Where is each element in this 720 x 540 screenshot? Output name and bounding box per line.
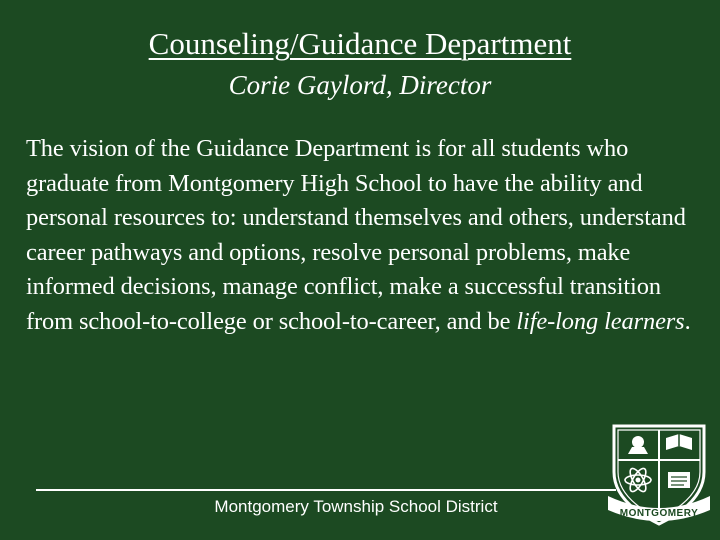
seal-label: MONTGOMERY bbox=[619, 508, 699, 519]
vision-text: The vision of the Guidance Department is for all students who graduate from Montgomery High School to have the ability and personal resources to: understand themselves and others, understand career pathways and options, resolve personal problems, make informed decisions, manage conflict, make a successful transition from school-to-college or school-to-career, and be bbox=[26, 135, 686, 335]
vision-text-end: . bbox=[684, 307, 691, 335]
school-crest-icon bbox=[606, 420, 712, 532]
director-name: Corie Gaylord, Director bbox=[228, 70, 492, 100]
footer-divider bbox=[36, 489, 616, 491]
vision-statement bbox=[26, 132, 710, 340]
vision-emphasis: life-long learners bbox=[516, 307, 685, 335]
footer-district-name: Montgomery Township School District bbox=[214, 497, 498, 516]
page-title: Counseling/Guidance Department bbox=[148, 26, 572, 61]
